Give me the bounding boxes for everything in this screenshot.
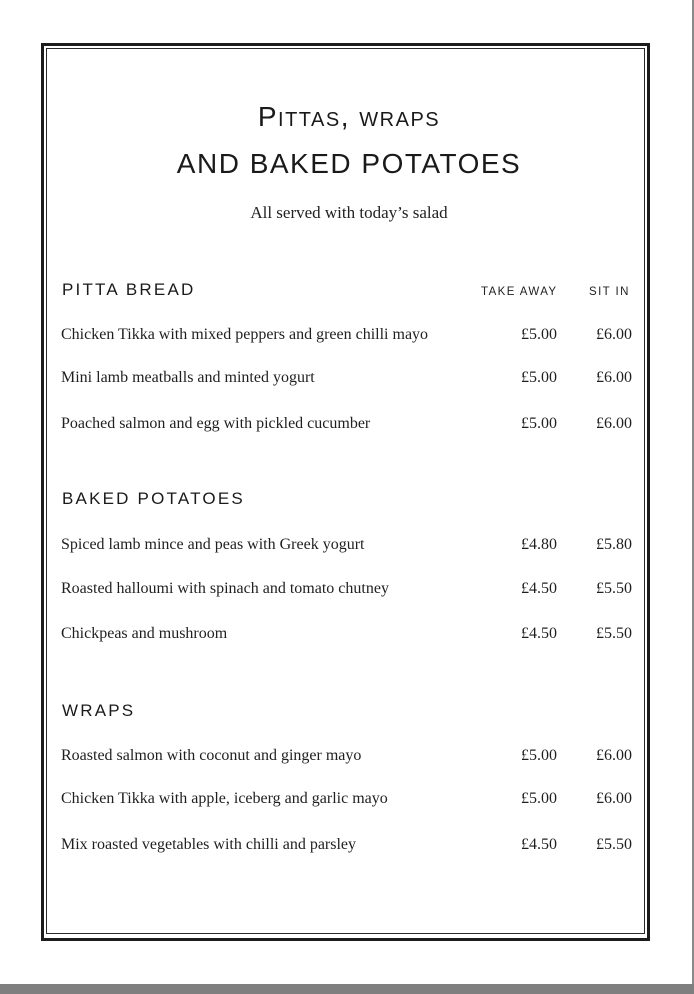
menu-item-price-take-away: £4.50 bbox=[521, 625, 557, 642]
menu-item-row bbox=[61, 747, 641, 769]
menu-item-row bbox=[61, 625, 641, 647]
section-heading-pitta-bread: PITTA BREAD bbox=[62, 280, 196, 299]
menu-item-price-sit-in: £6.00 bbox=[596, 747, 632, 764]
menu-item-row bbox=[61, 415, 641, 437]
menu-title bbox=[46, 93, 652, 187]
menu-item-name: Mix roasted vegetables with chilli and parsley bbox=[61, 836, 357, 853]
menu-item-price-take-away: £5.00 bbox=[521, 747, 557, 764]
menu-item-price-take-away: £5.00 bbox=[521, 326, 557, 343]
menu-title-line2: AND BAKED POTATOES bbox=[176, 148, 522, 179]
menu-item-price-sit-in: £5.50 bbox=[596, 836, 632, 853]
section-heading-baked-potatoes: BAKED POTATOES bbox=[62, 489, 245, 508]
menu-item-price-sit-in: £5.80 bbox=[596, 536, 632, 553]
menu-item-name: Chicken Tikka with mixed peppers and green chilli mayo bbox=[61, 326, 429, 343]
menu-item-price-take-away: £4.50 bbox=[521, 836, 557, 853]
section-heading-wraps: WRAPS bbox=[62, 701, 136, 720]
menu-item-row bbox=[61, 790, 641, 812]
menu-item-row bbox=[61, 580, 641, 602]
menu-item-price-sit-in: £6.00 bbox=[596, 415, 632, 432]
menu-item-price-take-away: £4.50 bbox=[521, 580, 557, 597]
menu-item-name: Roasted halloumi with spinach and tomato chutney bbox=[61, 580, 389, 597]
column-header-take-away: TAKE AWAY bbox=[481, 286, 558, 298]
menu-item-name: Chickpeas and mushroom bbox=[61, 625, 228, 642]
menu-item-row bbox=[61, 326, 641, 348]
menu-item-price-sit-in: £6.00 bbox=[596, 790, 632, 807]
menu-item-price-sit-in: £5.50 bbox=[596, 580, 632, 597]
menu-item-name: Roasted salmon with coconut and ginger mayo bbox=[61, 747, 362, 764]
menu-item-name: Mini lamb meatballs and minted yogurt bbox=[61, 369, 315, 386]
column-header-sit-in: SIT IN bbox=[589, 286, 630, 298]
menu-item-price-sit-in: £5.50 bbox=[596, 625, 632, 642]
menu-item-price-take-away: £5.00 bbox=[521, 790, 557, 807]
menu-item-price-take-away: £4.80 bbox=[521, 536, 557, 553]
menu-item-row bbox=[61, 369, 641, 391]
menu-item-name: Chicken Tikka with apple, iceberg and garlic mayo bbox=[61, 790, 388, 807]
menu-item-price-take-away: £5.00 bbox=[521, 415, 557, 432]
menu-item-name: Poached salmon and egg with pickled cucumber bbox=[61, 415, 371, 432]
menu-item-row bbox=[61, 536, 641, 558]
menu-item-price-sit-in: £6.00 bbox=[596, 326, 632, 343]
viewer-bottom-bar bbox=[0, 984, 694, 994]
menu-item-price-take-away: £5.00 bbox=[521, 369, 557, 386]
menu-item-name: Spiced lamb mince and peas with Greek yogurt bbox=[61, 536, 365, 553]
menu-item-price-sit-in: £6.00 bbox=[596, 369, 632, 386]
menu-subtitle: All served with today’s salad bbox=[250, 203, 448, 222]
menu-item-row bbox=[61, 836, 641, 858]
menu-title-line1: Pittas, wraps bbox=[257, 101, 441, 132]
